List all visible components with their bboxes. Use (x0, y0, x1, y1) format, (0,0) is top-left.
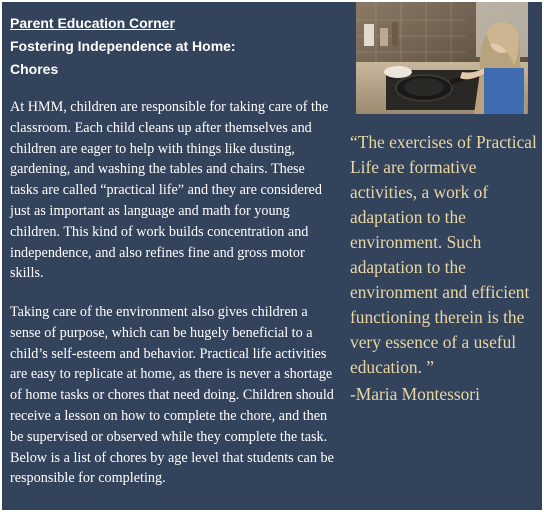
article-paragraph-1: At HMM, children are responsible for taking care of the classroom. Each child cleans up after themselves and children are eager to help with things like dusting, gardening, and washing the tables and chairs. These tasks are called “practical life” and they are considered just as important as language and math for young children. This kind of work builds concentration and independence, and also refines fine and gross motor skills. (10, 99, 329, 282)
quote-text: “The exercises of Practical Life are formative activities, a work of adaptation to the environment. Such adaptation to the environment and efficient functioning therein is the very essence of a useful education. ” (350, 132, 537, 377)
montessori-quote (350, 130, 540, 407)
article-paragraph-2: Taking care of the environment also gives children a sense of purpose, which can be hugely beneficial to a child’s self-esteem and behavior. Practical life activities are easy to replicate at home, as there is never a shortage of home tasks or chores that need doing. Children should receive a lesson on how to complete the chore, and then be supervised or observed while they complete the task. Below is a list of chores by age level that students can be responsible for completing. (10, 304, 334, 487)
article-title-line-1: Fostering Independence at Home: (10, 38, 236, 54)
article-title-line-2: Chores (10, 61, 59, 77)
kitchen-photo (356, 2, 528, 114)
quote-author: -Maria Montessori (350, 384, 480, 404)
content-panel (2, 2, 542, 510)
section-kicker: Parent Education Corner (10, 15, 175, 31)
kitchen-photo-graphic (356, 2, 528, 114)
article-heading (10, 12, 330, 81)
